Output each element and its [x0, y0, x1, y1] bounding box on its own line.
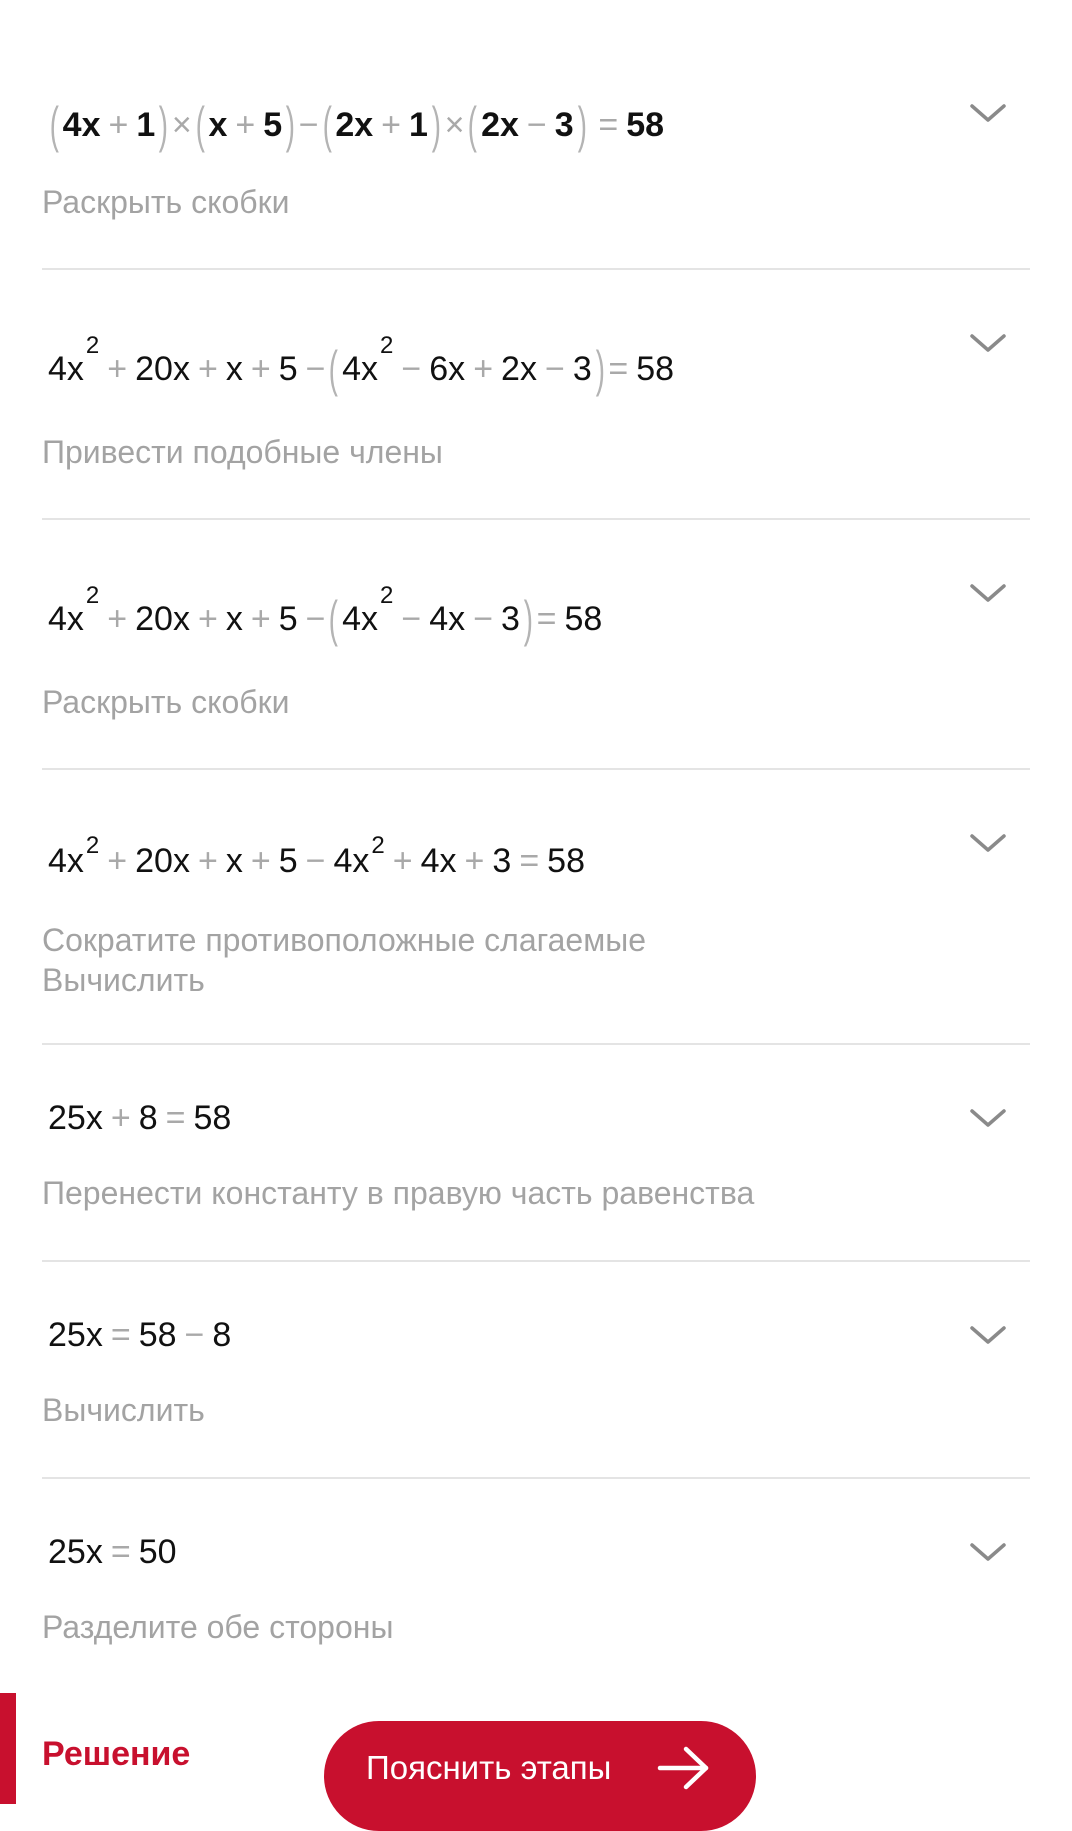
solution-title: Решение: [42, 1735, 191, 1773]
solution-step[interactable]: [42, 270, 1030, 520]
footer-accent-bar: [0, 1693, 16, 1804]
solution-step[interactable]: [42, 770, 1030, 1045]
explain-steps-label: Пояснить этапы: [366, 1749, 612, 1786]
solution-step[interactable]: [42, 0, 1030, 270]
step-caption: Сократите противоположные слагаемые Вычислить: [42, 922, 646, 998]
step-expression: 25x + 8 = 58: [48, 1099, 232, 1137]
step-caption: Перенести константу в правую часть равенства: [42, 1175, 755, 1211]
chevron-down-icon[interactable]: [968, 1107, 1008, 1131]
solution-step[interactable]: [42, 1262, 1030, 1479]
chevron-down-icon[interactable]: [968, 832, 1008, 856]
explain-steps-button[interactable]: [324, 1721, 756, 1831]
step-caption: Раскрыть скобки: [42, 684, 290, 720]
step-caption: Разделите обе стороны: [42, 1609, 394, 1645]
chevron-down-icon[interactable]: [968, 582, 1008, 606]
step-caption: Раскрыть скобки: [42, 184, 290, 220]
step-expression: ( 4x + 1) ×( x + 5) −( 2x + 1) ×( 2x − 3) = 58: [49, 97, 665, 153]
chevron-down-icon[interactable]: [968, 1324, 1008, 1348]
step-caption: Вычислить: [42, 1392, 205, 1428]
solution-step[interactable]: [42, 520, 1030, 770]
chevron-down-icon[interactable]: [968, 102, 1008, 126]
solution-step[interactable]: [42, 1479, 1030, 1696]
chevron-down-icon[interactable]: [968, 1541, 1008, 1565]
step-expression: $4x^2 + 20x + x + 5 - 4x^2 + 4x + 3 = 58$: [48, 832, 585, 880]
solution-step[interactable]: [42, 1045, 1030, 1262]
step-expression: $4x^2+ 20x + x + 5$ −( $4x^2- 6x + 2x - 3) = 58$: [48, 332, 675, 397]
step-expression: 25x = 58 − 8: [48, 1316, 232, 1354]
solution-footer: [0, 1693, 1072, 1804]
step-caption: Привести подобные члены: [42, 434, 443, 470]
arrow-right-icon: [654, 1743, 714, 1793]
step-expression: $4x^2+ 20x + x + 5$ −( $4x^2- 4x - 3) = 58$: [48, 582, 603, 647]
chevron-down-icon[interactable]: [968, 332, 1008, 356]
step-expression: 25x = 50: [48, 1533, 177, 1571]
